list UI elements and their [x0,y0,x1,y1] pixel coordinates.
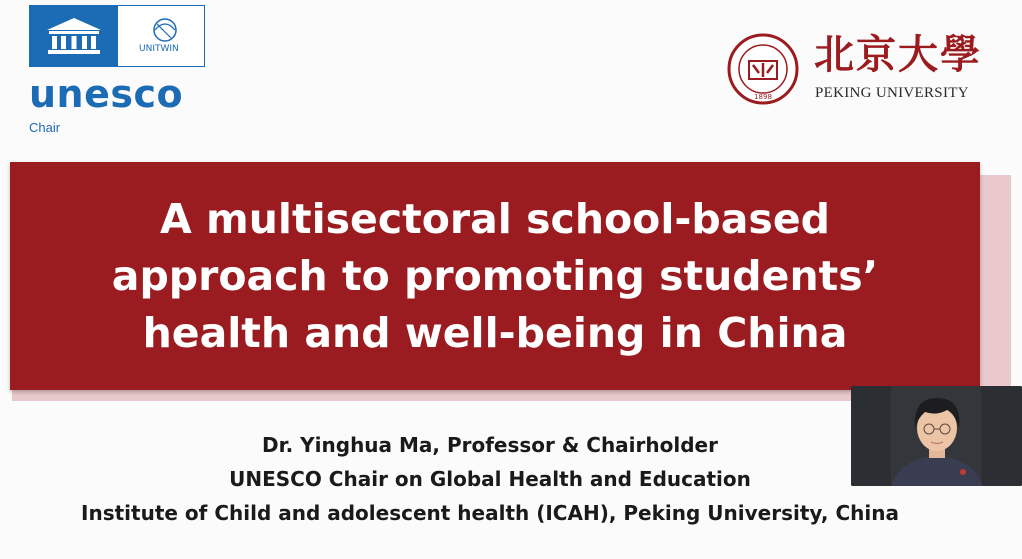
unesco-logo-box [29,5,205,67]
presenter-institute-line: Institute of Child and adolescent health (ICAH), Peking University, China [81,501,899,525]
pku-english-name: PEKING UNIVERSITY [815,85,969,101]
title-line: A multisectoral school-based [160,194,830,243]
slide-title [30,191,960,362]
title-banner [10,162,980,390]
unesco-wordmark: unesco [29,72,184,116]
presenter-video-tile[interactable] [851,386,1022,486]
presenter-info [60,428,920,530]
unitwin-label: UNITWIN [139,44,179,54]
unitwin-logo [118,6,204,66]
unesco-chair-label: Chair [29,120,61,135]
title-line: approach to promoting students’ [111,251,879,300]
pku-seal-year: 1898 [754,93,772,101]
unesco-temple-icon [30,6,118,66]
presenter-chair-line: UNESCO Chair on Global Health and Education [229,467,751,491]
pku-seal-icon [727,33,799,105]
presenter-video-thumbnail [851,386,1022,486]
pku-chinese-name: 北京大學 [814,31,982,78]
presenter-name-line: Dr. Yinghua Ma, Professor & Chairholder [262,433,718,457]
title-line: health and well-being in China [142,308,848,357]
